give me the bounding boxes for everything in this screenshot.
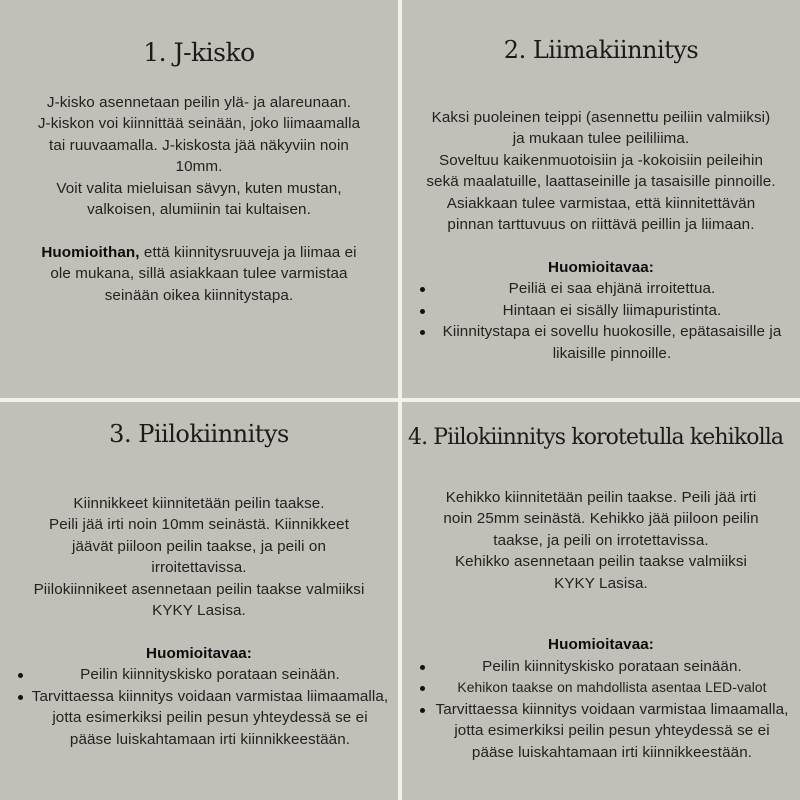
notice-line — [8, 242, 390, 264]
description-line: KYKY Lasisa. — [152, 602, 246, 619]
panel-title: 4. Piilokiinnitys korotetulla kehikolla — [408, 425, 784, 450]
panel-hidden-mount — [0, 402, 398, 800]
description-line: valkoisen, alumiinin tai kultaisen. — [87, 201, 311, 218]
description-line: Voit valita mieluisan sävyn, kuten mustan, — [56, 179, 342, 197]
panel-j-rail — [0, 0, 398, 398]
notice-text: että kiinnitysruuveja ja liimaa ei — [139, 243, 357, 261]
list-item: Kehikon taakse on mahdollista asentaa LED-valot — [416, 677, 792, 699]
list-item: Tarvittaessa kiinnitys voidaan varmistaa limaamalla, jotta esimerkiksi peilin pesun yhteydessä se ei pääse luiskahtamaan irti kiinnikkeestään. — [416, 699, 792, 764]
notes-list — [0, 664, 398, 750]
description-line: sekä maalatuille, laattaseinille ja tasaisille pinnoille. — [426, 173, 776, 190]
list-item: Tarvittaessa kiinnitys voidaan varmistaa liimaamalla, jotta esimerkiksi peilin pesun yhteydessä se ei pääse luiskahtamaan irti kiinnikkeestään. — [14, 686, 390, 751]
description-line: jäävät piiloon peilin taakse, ja peili on — [71, 537, 326, 555]
panel-description — [0, 493, 398, 622]
panel-adhesive-mount — [402, 0, 800, 398]
panel-hidden-mount-raised-frame — [402, 402, 800, 800]
panel-title: 3. Piilokiinnitys — [109, 420, 289, 448]
list-item: Kiinnitystapa ei sovellu huokosille, epätasaisille ja likaisille pinnoille. — [416, 321, 792, 364]
notice-line: seinään oikea kiinnitystapa. — [104, 286, 294, 304]
description-line: J-kisko asennetaan peilin ylä- ja alareunaan. — [46, 93, 352, 111]
description-line: pinnan tarttuvuus on riittävä peillin ja liimaan. — [447, 216, 755, 233]
notes-list — [402, 278, 800, 364]
list-item: Peilin kiinnityskisko porataan seinään. — [14, 664, 390, 686]
description-line: Asiakkaan tulee varmistaa, että kiinnitettävän — [446, 194, 756, 212]
panel-title: 2. Liimakiinnitys — [503, 36, 699, 64]
notes-heading: Huomioitavaa: — [548, 636, 654, 653]
description-line: Kehikko asennetaan peilin taakse valmiiksi — [454, 553, 748, 570]
list-item: Peiliä ei saa ehjänä irroitettua. — [416, 278, 792, 300]
description-line: irroitettavissa. — [151, 559, 247, 576]
panel-description — [402, 107, 800, 236]
panel-description — [0, 92, 398, 307]
notes-heading: Huomioitavaa: — [548, 258, 654, 276]
description-line: Soveltuu kaikenmuotoisiin ja -kokoisiin peileihin — [438, 151, 763, 169]
description-line: taakse, ja peili on irrotettavissa. — [493, 531, 709, 549]
list-item: Peilin kiinnityskisko porataan seinään. — [416, 656, 792, 678]
description-line: noin 25mm seinästä. Kehikko jää piiloon peilin — [443, 510, 759, 527]
description-line: tai ruuvaamalla. J-kiskosta jää näkyviin noin — [49, 136, 349, 154]
notice-line: ole mukana, sillä asiakkaan tulee varmistaa — [50, 265, 348, 282]
panel-description — [402, 487, 800, 595]
notes-heading: Huomioitavaa: — [146, 644, 252, 662]
description-line: ja mukaan tulee peililiima. — [512, 130, 690, 147]
notice-bold-label: Huomioithan, — [41, 243, 140, 261]
description-line: Kiinnikkeet kiinnitetään peilin taakse. — [73, 494, 325, 512]
description-line: Piilokiinnikeet asennetaan peilin taakse valmiiksi — [33, 580, 365, 598]
description-line: J-kiskon voi kiinnittää seinään, joko liimaamalla — [37, 115, 361, 132]
notice-paragraph — [8, 242, 390, 307]
panel-title: 1. J-kisko — [143, 38, 255, 67]
description-line: Kehikko kiinnitetään peilin taakse. Peili jää irti — [445, 488, 757, 506]
description-line: Peili jää irti noin 10mm seinästä. Kiinnikkeet — [48, 516, 350, 533]
description-line: 10mm. — [175, 158, 223, 175]
list-item: Hintaan ei sisälly liimapuristinta. — [416, 300, 792, 322]
description-line: KYKY Lasisa. — [554, 574, 648, 592]
description-line: Kaksi puoleinen teippi (asennettu peiliin valmiiksi) — [431, 108, 771, 126]
notes-list — [402, 656, 800, 764]
